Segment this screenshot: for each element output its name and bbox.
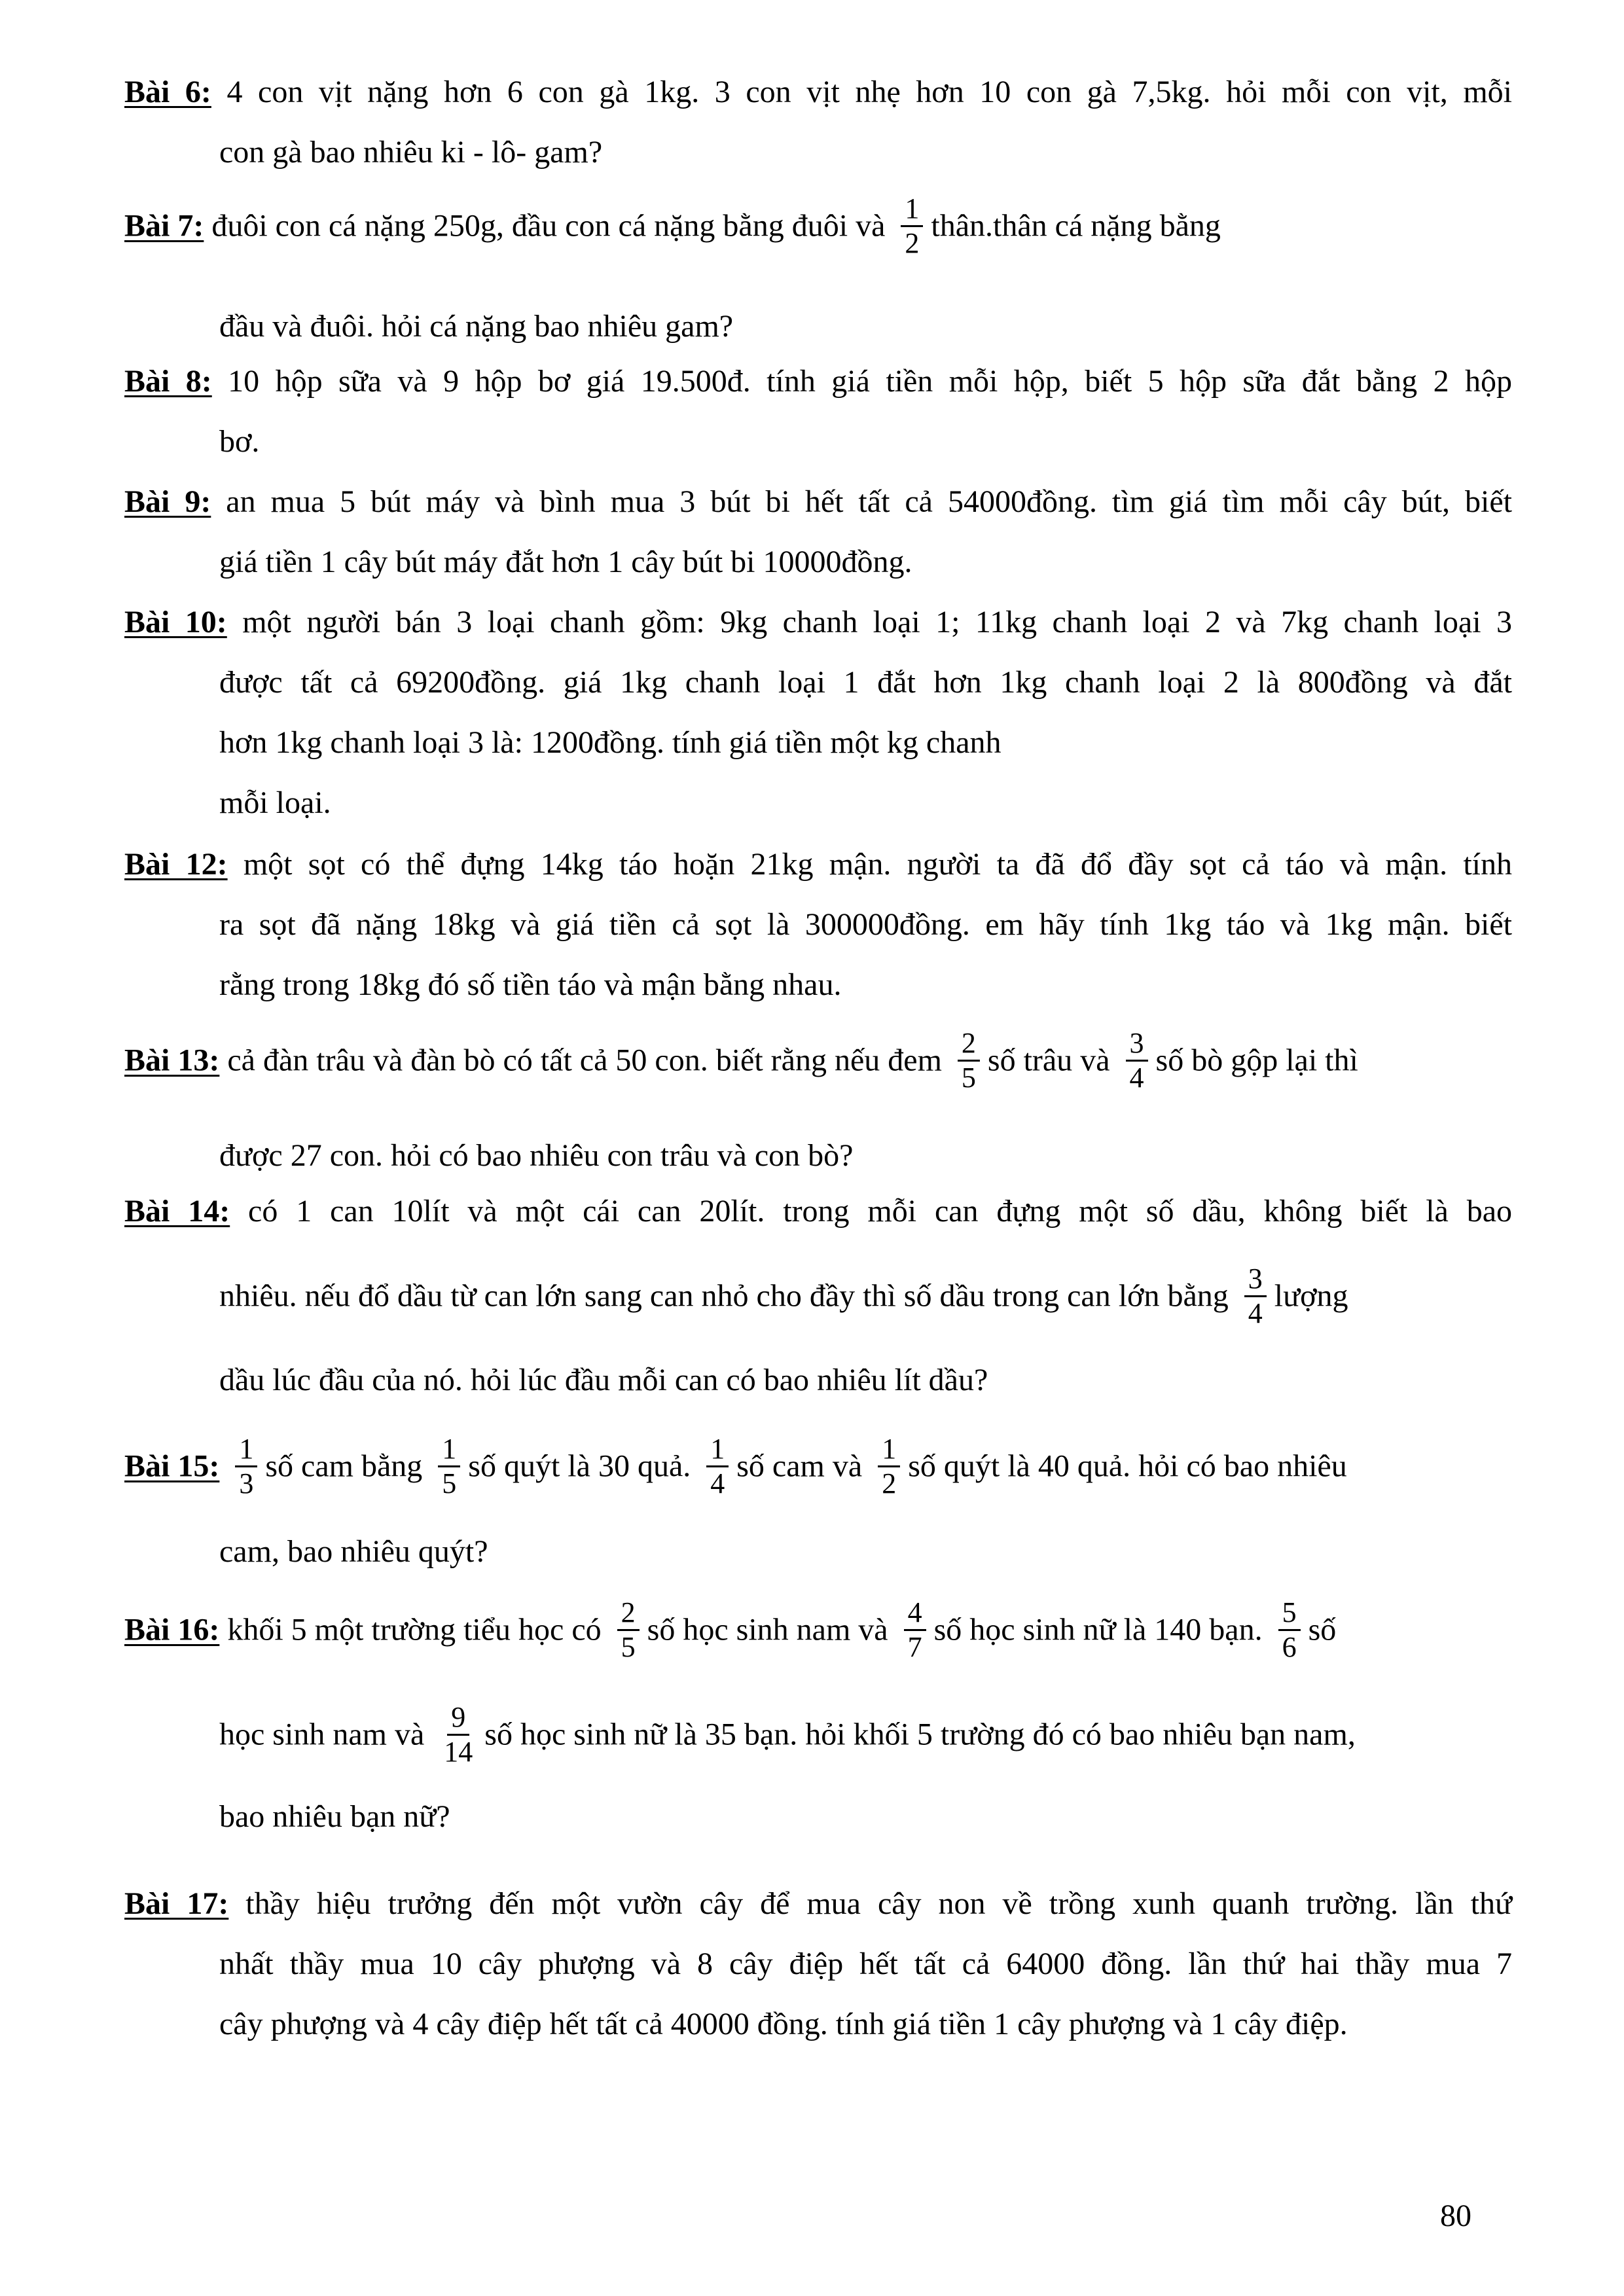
fraction: [1126, 1028, 1148, 1093]
problem-text: được 27 con. hỏi có bao nhiêu con trâu và con bò?: [219, 1138, 854, 1173]
problem-text: 10 hộp sữa và 9 hộp bơ giá 19.500đ. tính giá tiền mỗi hộp, biết 5 hộp sữa đắt bằng 2 hộp: [211, 364, 1512, 399]
fraction: [958, 1028, 980, 1093]
problem-7-line-1: [124, 192, 1221, 261]
fraction: [440, 1702, 477, 1767]
fraction-denominator: 7: [907, 1631, 922, 1664]
fraction-denominator: 2: [905, 227, 920, 260]
fraction-numerator: 9: [447, 1702, 469, 1736]
problem-text: dầu lúc đầu của nó. hỏi lúc đầu mỗi can có bao nhiêu lít dầu?: [219, 1363, 988, 1397]
problem-10-line-1: [124, 602, 1512, 643]
problem-text: cây phượng và 4 cây điệp hết tất cả 40000 đồng. tính giá tiền 1 cây phượng và 1 cây điệp.: [219, 2007, 1348, 2041]
problem-text: ra sọt đã nặng 18kg và giá tiền cả sọt là 300000đồng. em hãy tính 1kg táo và 1kg mận. biết: [219, 907, 1512, 942]
problem-label: Bài 16:: [124, 1612, 220, 1647]
problem-text: nhiêu. nếu đổ dầu từ can lớn sang can nhỏ cho đầy thì số dầu trong can lớn bằng: [219, 1278, 1229, 1314]
problem-label: Bài 14:: [124, 1194, 230, 1229]
problem-text: hơn 1kg chanh loại 3 là: 1200đồng. tính giá tiền một kg chanh: [219, 725, 1001, 760]
fraction-numerator: 1: [438, 1434, 460, 1467]
problem-text: số cam và: [736, 1448, 863, 1484]
problem-text: mỗi loại.: [219, 785, 331, 820]
fraction-denominator: 4: [1248, 1297, 1263, 1330]
problem-text: cả đàn trâu và đàn bò có tất cả 50 con. biết rằng nếu đem: [219, 1043, 942, 1078]
problem-text: nhất thầy mua 10 cây phượng và 8 cây điệp hết tất cả 64000 đồng. lần thứ hai thầy mua 7: [219, 1946, 1512, 1981]
problem-text: giá tiền 1 cây bút máy đắt hơn 1 cây bút bi 10000đồng.: [219, 545, 912, 579]
problem-text: an mua 5 bút máy và bình mua 3 bút bi hết tất cả 54000đồng. tìm giá tìm mỗi cây bút, biết: [211, 484, 1512, 519]
problem-label: Bài 7:: [124, 208, 204, 243]
fraction-numerator: 1: [901, 194, 923, 227]
problem-16-line-1: [124, 1596, 1337, 1665]
problem-text: số trâu và: [987, 1043, 1110, 1078]
problem-text: số học sinh nữ là 35 bạn. hỏi khối 5 trường đó có bao nhiêu bạn nam,: [484, 1717, 1356, 1752]
fraction-denominator: 4: [710, 1467, 725, 1500]
fraction: [617, 1598, 640, 1662]
problem-label: Bài 10:: [124, 605, 227, 639]
problem-text: số học sinh nữ là 140 bạn.: [933, 1612, 1263, 1647]
problem-text: số học sinh nam và: [647, 1612, 888, 1647]
problem-label: Bài 12:: [124, 847, 228, 882]
page-number: 80: [1440, 2198, 1471, 2233]
problem-14-line-2: [219, 1263, 1348, 1331]
fraction-denominator: 5: [961, 1062, 976, 1094]
problem-text: 4 con vịt nặng hơn 6 con gà 1kg. 3 con vịt nhẹ hơn 10 con gà 7,5kg. hỏi mỗi con vịt, mỗi: [211, 75, 1513, 109]
fraction-numerator: 3: [1126, 1028, 1148, 1062]
fraction-numerator: 1: [706, 1434, 729, 1467]
problem-15-line-1: [124, 1433, 1347, 1501]
problem-text: lượng: [1274, 1278, 1348, 1314]
fraction-denominator: 14: [444, 1736, 473, 1768]
problem-text: một người bán 3 loại chanh gồm: 9kg chanh loại 1; 11kg chanh loại 2 và 7kg chanh loại 3: [226, 605, 1512, 639]
problem-label: Bài 9:: [124, 484, 211, 519]
fraction: [235, 1434, 257, 1499]
problem-text: số bò gộp lại thì: [1155, 1043, 1358, 1078]
problem-17-line-1: [124, 1884, 1512, 1924]
problem-text: cam, bao nhiêu quýt?: [219, 1534, 488, 1569]
problem-text: số quýt là 40 quả. hỏi có bao nhiêu: [908, 1448, 1347, 1484]
problem-text: số quýt là 30 quả.: [468, 1448, 691, 1484]
fraction-numerator: 1: [235, 1434, 257, 1467]
problem-text: đầu và đuôi. hỏi cá nặng bao nhiêu gam?: [219, 309, 734, 344]
problem-text: có 1 can 10lít và một cái can 20lít. trong mỗi can đựng một số dầu, không biết là bao: [230, 1194, 1513, 1229]
fraction-numerator: 4: [904, 1598, 926, 1631]
problem-16-line-2: [219, 1701, 1356, 1770]
problem-text: số: [1308, 1612, 1337, 1647]
fraction-numerator: 2: [617, 1598, 640, 1631]
problem-label: Bài 15:: [124, 1448, 220, 1484]
problem-9-line-1: [124, 482, 1512, 522]
fraction: [1244, 1264, 1267, 1329]
problem-text: được tất cả 69200đồng. giá 1kg chanh loại 1 đắt hơn 1kg chanh loại 2 là 800đồng và đắt: [219, 665, 1512, 700]
problem-8-line-1: [124, 361, 1512, 402]
fraction-denominator: 2: [882, 1467, 897, 1500]
fraction-denominator: 5: [442, 1467, 457, 1500]
problem-text: thân.thân cá nặng bằng: [931, 208, 1221, 243]
fraction: [1278, 1598, 1301, 1662]
problem-13-line-1: [124, 1027, 1358, 1096]
problem-text: số cam bằng: [265, 1448, 423, 1484]
problem-label: Bài 6:: [124, 75, 211, 109]
problem-6-line-1: [124, 72, 1512, 113]
fraction: [438, 1434, 460, 1499]
problem-label: Bài 8:: [124, 364, 212, 399]
fraction: [878, 1434, 900, 1499]
fraction: [706, 1434, 729, 1499]
fraction-numerator: 3: [1244, 1264, 1267, 1297]
problem-text: bao nhiêu bạn nữ?: [219, 1799, 450, 1834]
problem-text: bơ.: [219, 424, 260, 459]
problem-text: đuôi con cá nặng 250g, đầu con cá nặng bằng đuôi và: [204, 208, 886, 243]
fraction-numerator: 1: [878, 1434, 900, 1467]
problem-text: học sinh nam và: [219, 1717, 425, 1752]
fraction-denominator: 6: [1282, 1631, 1297, 1664]
problem-text: một sọt có thể đựng 14kg táo hoặn 21kg mận. người ta đã đổ đầy sọt cả táo và mận. tính: [227, 847, 1512, 882]
fraction-denominator: 3: [239, 1467, 254, 1500]
fraction-numerator: 2: [958, 1028, 980, 1062]
fraction-numerator: 5: [1278, 1598, 1301, 1631]
fraction: [904, 1598, 926, 1662]
problem-12-line-1: [124, 844, 1512, 885]
fraction: [901, 194, 923, 259]
problem-text: rằng trong 18kg đó số tiền táo và mận bằng nhau.: [219, 967, 842, 1002]
problem-label: Bài 17:: [124, 1886, 229, 1921]
problem-14-line-1: [124, 1191, 1512, 1232]
problem-text: khối 5 một trường tiểu học có: [219, 1612, 602, 1647]
problem-text: thầy hiệu trưởng đến một vườn cây để mua cây non về trồng xunh quanh trường. lần thứ: [228, 1886, 1512, 1921]
fraction-denominator: 4: [1129, 1062, 1144, 1094]
problem-text: con gà bao nhiêu ki - lô- gam?: [219, 135, 603, 170]
problem-label: Bài 13:: [124, 1043, 220, 1078]
fraction-denominator: 5: [621, 1631, 636, 1664]
